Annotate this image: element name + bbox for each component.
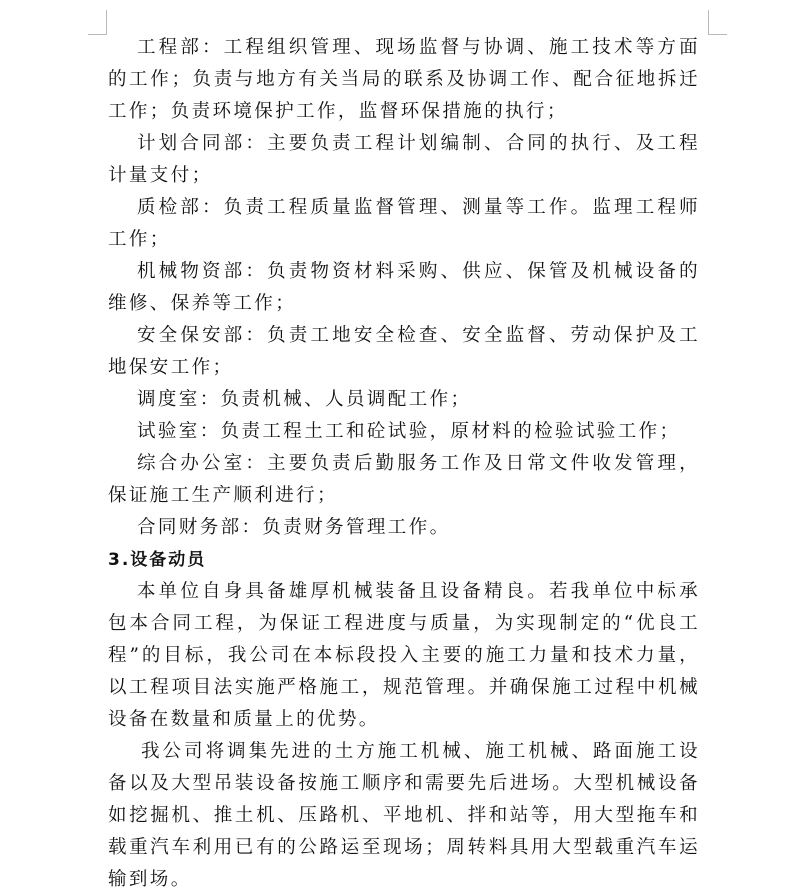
paragraph-equipment-2: 我公司将调集先进的土方施工机械、施工机械、路面施工设备以及大型吊装设备按施工顺序和需要先后进场。大型机械设备如挖掘机、推土机、压路机、平地机、拌和站等，用大型拖车和载重汽车利用已有的公路运至现场；周转料具用大型载重汽车运输到场。 [108, 741, 700, 890]
dept-laboratory: 试验室：负责工程土工和砼试验，原材料的检验试验工作； [137, 421, 681, 442]
dept-planning-contract: 计划合同部：主要负责工程计划编制、合同的执行、及工程计量支付； [108, 133, 700, 186]
dept-quality-inspection: 质检部：负责工程质量监督管理、测量等工作。监理工程师工作； [108, 197, 700, 250]
page-corner-mark-top-left [88, 10, 107, 35]
dept-engineering: 工程部：工程组织管理、现场监督与协调、施工技术等方面的工作；负责与地方有关当局的联系及协调工作、配合征地拆迁工作；负责环境保护工作，监督环保措施的执行； [108, 37, 700, 122]
page-corner-mark-top-right [708, 10, 727, 35]
section-heading-equipment-mobilization: 3.设备动员 [108, 550, 207, 570]
dept-contract-finance: 合同财务部：负责财务管理工作。 [137, 517, 451, 538]
dept-general-office: 综合办公室：主要负责后勤服务工作及日常文件收发管理，保证施工生产顺利进行； [108, 453, 700, 506]
document-body [108, 32, 700, 896]
paragraph-equipment-1: 本单位自身具备雄厚机械装备且设备精良。若我单位中标承包本合同工程，为保证工程进度与质量，为实现制定的“优良工程”的目标，我公司在本标段投入主要的施工力量和技术力量，以工程项目法实施严格施工，规范管理。并确保施工过程中机械设备在数量和质量上的优势。 [108, 581, 700, 730]
dept-machinery-materials: 机械物资部：负责物资材料采购、供应、保管及机械设备的维修、保养等工作； [108, 261, 700, 314]
dept-safety-security: 安全保安部：负责工地安全检查、安全监督、劳动保护及工地保安工作； [108, 325, 700, 378]
dept-dispatch: 调度室：负责机械、人员调配工作； [137, 389, 472, 410]
